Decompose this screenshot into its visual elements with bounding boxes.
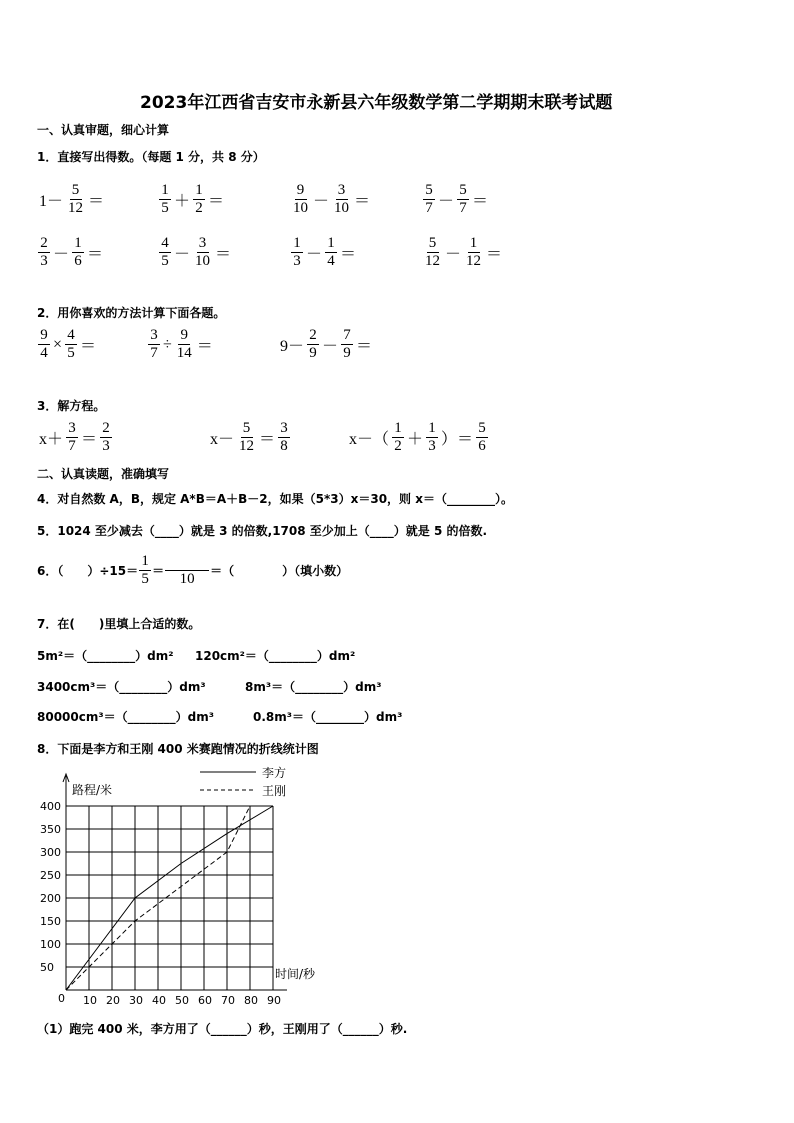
fraction [66,182,85,217]
q3-expression [37,420,113,455]
numerator: 4 [159,235,171,253]
x-axis-label: 时间/秒 [275,967,316,981]
numerator: 9 [38,327,50,345]
line-chart [30,758,350,1013]
fraction [72,235,84,270]
denominator: 2 [394,438,402,454]
question-6-suffix: ＝（ ）（填小数） [210,564,349,578]
operator: × [53,335,63,353]
y-tick-label: 200 [40,892,61,905]
operator: － [438,193,455,210]
denominator: 7 [68,438,76,454]
fraction [148,327,160,362]
numerator: 5 [423,182,435,200]
numerator: 3 [148,327,160,345]
denominator: 8 [280,438,288,454]
fraction [341,327,353,362]
x-tick-label: 0 [58,992,65,1005]
fraction [237,420,256,455]
expression-lead: x－（ [349,431,390,448]
fraction [175,327,194,362]
denominator: 10 [293,200,308,216]
q1-expression [422,235,504,270]
q7-row-3-b: 0.8m³＝（________）dm³ [253,710,403,724]
denominator: 3 [293,253,301,269]
denominator: 12 [239,438,255,454]
fraction [159,182,171,217]
question-6 [37,553,348,588]
denominator: 7 [459,200,467,216]
y-tick-label: 50 [40,961,54,974]
denominator: 7 [150,345,158,361]
denominator: 9 [343,345,351,361]
q3-expression [347,420,489,455]
numerator: 9 [295,182,307,200]
legend-label: 王刚 [262,784,287,798]
fraction [426,420,438,455]
equals-sign: ＝ [152,564,165,578]
fraction [66,420,78,455]
denominator: 3 [102,438,110,454]
operator: ＋ [407,431,424,448]
numerator: 1 [159,182,171,200]
equals-sign: ＝ [87,246,104,263]
numerator: 2 [307,327,319,345]
fraction [100,420,112,455]
fraction [423,182,435,217]
fraction [193,182,205,217]
expression-lead: 9－ [280,338,305,355]
q3-expression [208,420,291,455]
operator: － [322,338,339,355]
legend-label: 李方 [262,766,287,780]
q7-row-3-a: 80000cm³＝（________）dm³ [37,710,214,724]
q7-row-2-b: 8m³＝（________）dm³ [245,680,382,694]
x-tick-label: 60 [198,994,212,1007]
page-title: 2023年江西省吉安市永新县六年级数学第二学期期末联考试题 [140,93,613,113]
denominator: 6 [74,253,82,269]
expression-lead: x－ [210,431,235,448]
numerator: 1 [72,235,84,253]
q1-expression [158,182,226,217]
q2-expression [278,327,374,362]
denominator: 14 [176,345,192,361]
operator: － [306,246,323,263]
fraction [65,327,77,362]
fraction [476,420,488,455]
denominator: 2 [195,200,203,216]
denominator: 9 [309,345,317,361]
closing: ）＝ [441,431,474,448]
expression-lead: x＋ [39,431,64,448]
numerator: 5 [427,235,439,253]
equals-sign: ＝ [354,193,371,210]
fraction [457,182,469,217]
equals-sign: ＝ [472,193,489,210]
numerator: 1 [193,182,205,200]
numerator: 9 [178,327,190,345]
denominator: 7 [425,200,433,216]
equals-sign: ＝ [356,338,373,355]
q1-expression [37,182,106,217]
equals-sign: ＝ [196,338,213,355]
q7-row-1-b: 120cm²＝（________）dm² [195,649,356,663]
denominator: 10 [179,571,195,587]
numerator: 2 [100,420,112,438]
operator: － [53,246,70,263]
fraction [392,420,404,455]
fraction [159,235,171,270]
numerator: 5 [241,420,253,438]
equals-sign: ＝ [88,193,105,210]
numerator: 1 [426,420,438,438]
x-tick-label: 80 [244,994,258,1007]
x-tick-label: 40 [152,994,166,1007]
question-8: 8．下面是李方和王刚 400 米赛跑情况的折线统计图 [37,742,319,756]
y-tick-label: 300 [40,846,61,859]
y-tick-label: 150 [40,915,61,928]
numerator: 1 [392,420,404,438]
equals-sign: ＝ [486,246,503,263]
question-6-prefix: 6．（ ）÷15＝ [37,564,139,578]
x-tick-label: 30 [129,994,143,1007]
fraction [38,235,50,270]
y-axis-label: 路程/米 [72,783,113,797]
question-7: 7．在( )里填上合适的数。 [37,617,201,631]
numerator: 5 [70,182,82,200]
numerator: 1 [291,235,303,253]
fraction [38,327,50,362]
fraction [332,182,351,217]
numerator: 3 [197,235,209,253]
denominator: 12 [466,253,482,269]
y-tick-label: 400 [40,800,61,813]
y-tick-label: 350 [40,823,61,836]
q1-expression [290,235,358,270]
x-tick-label: 50 [175,994,189,1007]
numerator: 2 [38,235,50,253]
fraction [423,235,442,270]
operator: － [445,246,462,263]
question-8-part-1: （1）跑完 400 米，李方用了（______）秒，王刚用了（______）秒. [37,1022,408,1036]
fraction [278,420,290,455]
section-2-heading: 二、认真读题，准确填写 [37,467,170,481]
numerator: 1 [468,235,480,253]
y-tick-label: 100 [40,938,61,951]
question-3: 3．解方程。 [37,399,106,413]
numerator: 3 [336,182,348,200]
operator: ＋ [174,193,191,210]
denominator: 5 [161,200,169,216]
question-5: 5．1024 至少减去（____）就是 3 的倍数,1708 至少加上（____）就是 5 的倍数. [37,524,488,538]
x-tick-label: 70 [221,994,235,1007]
denominator: 3 [428,438,436,454]
numerator: 4 [65,327,77,345]
section-1-heading: 一、认真审题，细心计算 [37,123,170,137]
denominator: 5 [141,571,149,587]
q7-row-2-a: 3400cm³＝（________）dm³ [37,680,206,694]
equals-sign: ＝ [208,193,225,210]
equals-sign: ＝ [215,246,232,263]
numerator: 1 [325,235,337,253]
q7-row-1-a: 5m²＝（________）dm² [37,649,174,663]
numerator: 3 [66,420,78,438]
denominator: 12 [425,253,440,269]
x-tick-label: 90 [267,994,281,1007]
q2-expression [147,327,215,362]
denominator: 12 [68,200,84,216]
denominator: 4 [40,345,48,361]
denominator: 4 [327,253,335,269]
fraction [325,235,337,270]
equals-sign: ＝ [81,431,98,448]
q1-expression [37,235,105,270]
numerator: 5 [476,420,488,438]
question-4: 4．对自然数 A，B，规定 A*B＝A＋B－2，如果（5*3）x＝30，则 x＝（________）。 [37,492,513,506]
q1-expression [422,182,490,217]
x-tick-label: 10 [83,994,97,1007]
fraction [291,182,310,217]
denominator: 5 [67,345,75,361]
denominator: 10 [334,200,350,216]
denominator: 10 [195,253,211,269]
equals-sign: ＝ [340,246,357,263]
y-tick-label: 250 [40,869,61,882]
numerator: 7 [341,327,353,345]
fraction [464,235,483,270]
question-6-blank-fraction[interactable] [165,553,209,588]
numerator: 5 [457,182,469,200]
operator: － [313,193,330,210]
q1-expression [290,182,372,217]
question-6-fraction [139,553,151,588]
denominator: 3 [40,253,48,269]
denominator: 6 [478,438,486,454]
x-tick-label: 20 [106,994,120,1007]
fraction [291,235,303,270]
operator: ÷ [163,335,172,353]
numerator: 1 [139,553,151,571]
numerator-blank[interactable] [165,553,209,571]
numerator: 3 [278,420,290,438]
q1-expression [158,235,233,270]
equals-sign: ＝ [259,431,276,448]
question-1: 1．直接写出得数。（每题 1 分，共 8 分） [37,150,265,164]
denominator: 5 [161,253,169,269]
question-2: 2．用你喜欢的方法计算下面各题。 [37,306,226,320]
operator: － [174,246,191,263]
equals-sign: ＝ [80,338,97,355]
fraction [193,235,212,270]
q2-expression [37,327,98,362]
expression-lead: 1－ [39,193,64,210]
fraction [307,327,319,362]
